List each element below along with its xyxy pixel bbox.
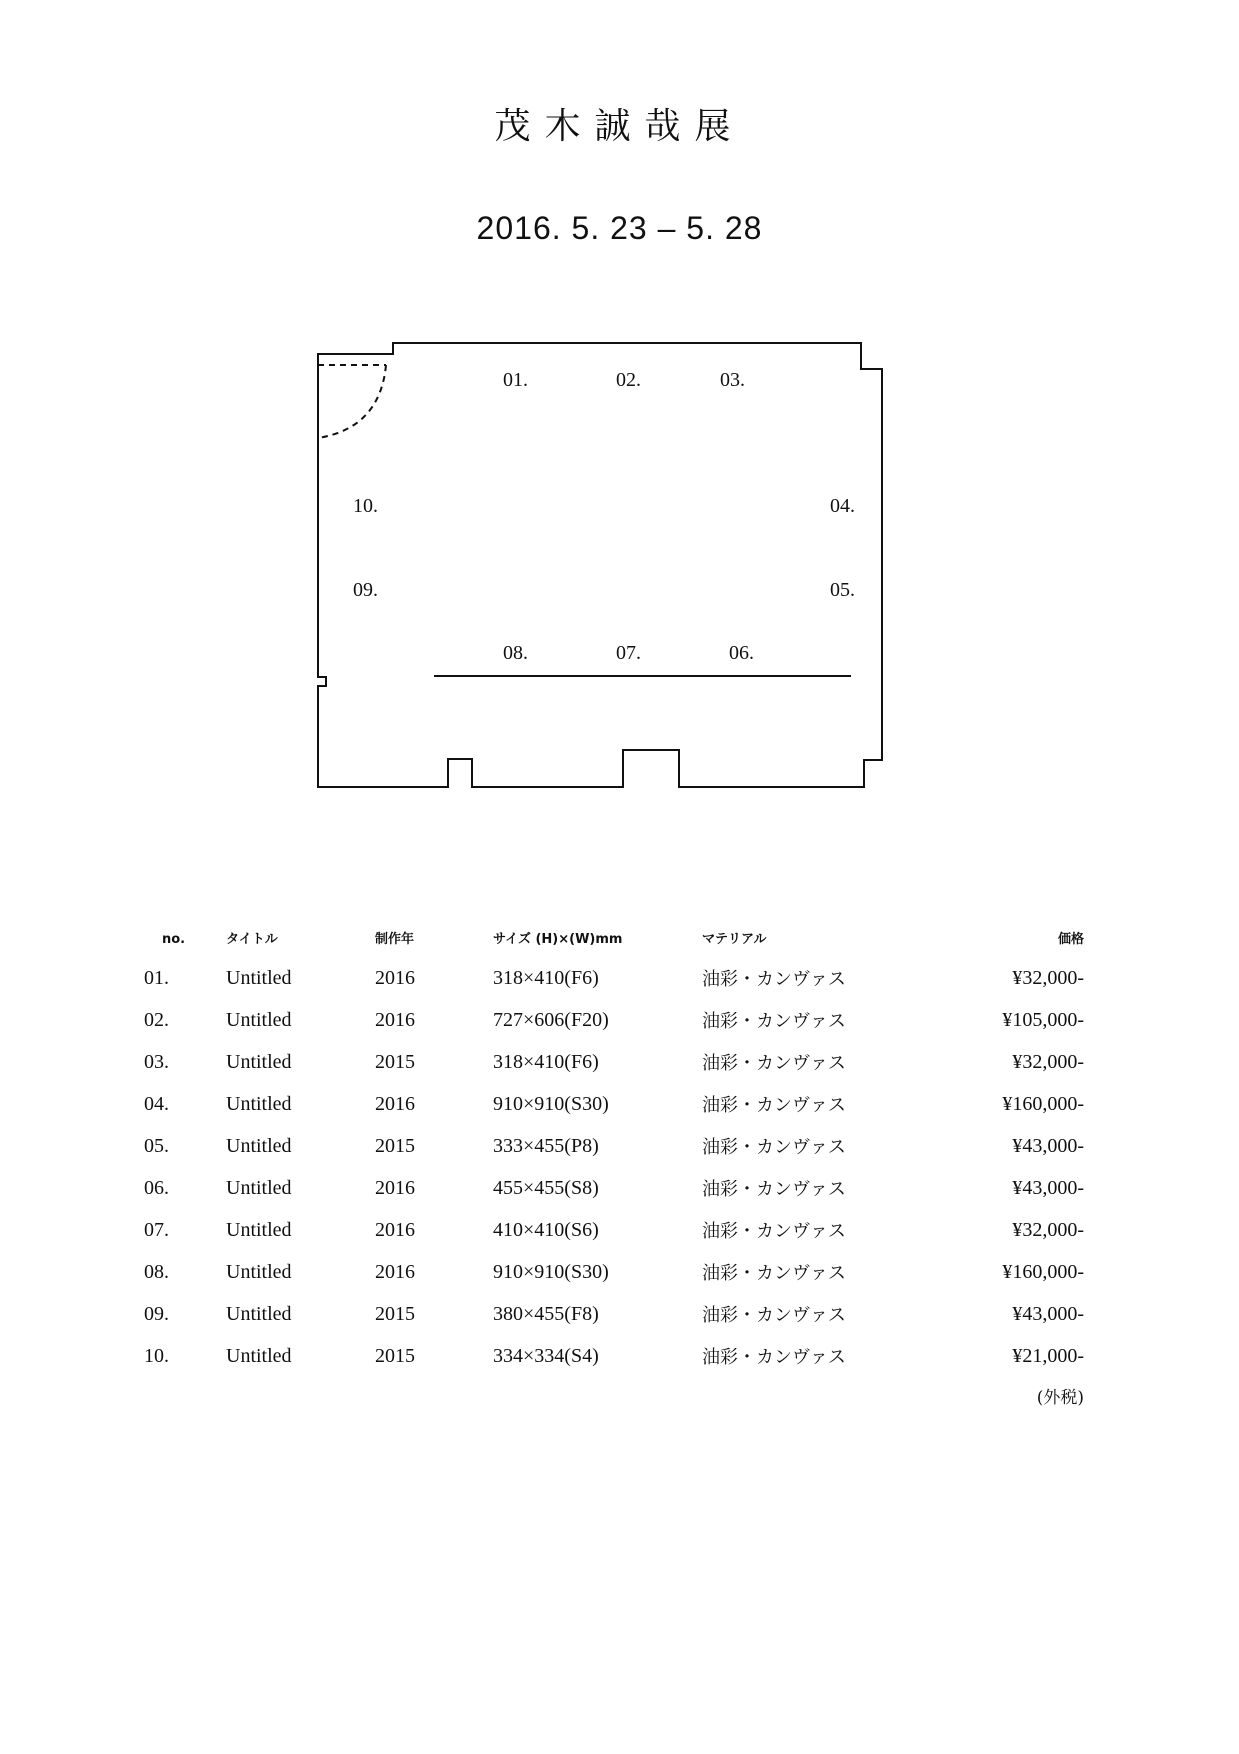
cell-size: 318×410(F6)	[493, 966, 599, 989]
cell-price: ¥43,000-	[1012, 1134, 1084, 1157]
cell-price: ¥160,000-	[1002, 1260, 1084, 1283]
table-row	[144, 1167, 1084, 1209]
cell-size: 910×910(S30)	[493, 1260, 609, 1283]
cell-title: Untitled	[226, 1344, 292, 1367]
cell-size: 410×410(S6)	[493, 1218, 599, 1241]
table-row	[144, 1293, 1084, 1335]
cell-material: 油彩・カンヴァス	[702, 1263, 846, 1284]
cell-no: 01.	[144, 966, 169, 989]
floor-plan	[0, 0, 1239, 800]
cell-price: ¥32,000-	[1012, 1218, 1084, 1241]
cell-no: 09.	[144, 1302, 169, 1325]
plan-label-02: 02.	[616, 369, 641, 391]
cell-price: ¥105,000-	[1002, 1008, 1084, 1031]
col-header-material: マテリアル	[702, 932, 767, 947]
col-header-no: no.	[162, 932, 186, 947]
col-header-price: 価格	[1057, 932, 1084, 947]
plan-label-05: 05.	[830, 579, 855, 601]
cell-price: ¥160,000-	[1002, 1092, 1084, 1115]
cell-material: 油彩・カンヴァス	[702, 1095, 846, 1116]
cell-no: 04.	[144, 1092, 169, 1115]
plan-label-04: 04.	[830, 495, 855, 517]
cell-year: 2015	[375, 1134, 415, 1157]
cell-title: Untitled	[226, 1134, 292, 1157]
table-row	[144, 999, 1084, 1041]
works-table	[144, 925, 1084, 1377]
cell-size: 333×455(P8)	[493, 1134, 599, 1157]
table-row	[144, 1083, 1084, 1125]
cell-size: 455×455(S8)	[493, 1176, 599, 1199]
cell-material: 油彩・カンヴァス	[702, 1179, 846, 1200]
cell-year: 2016	[375, 1176, 415, 1199]
cell-price: ¥32,000-	[1012, 966, 1084, 989]
exhibition-dates: 2016. 5. 23 – 5. 28	[476, 210, 763, 246]
cell-title: Untitled	[226, 1218, 292, 1241]
table-header-row	[144, 925, 1084, 957]
cell-year: 2016	[375, 966, 415, 989]
cell-size: 334×334(S4)	[493, 1344, 599, 1367]
cell-no: 10.	[144, 1344, 169, 1367]
cell-no: 05.	[144, 1134, 169, 1157]
cell-material: 油彩・カンヴァス	[702, 1347, 846, 1368]
tax-note: (外税)	[1036, 1388, 1084, 1408]
col-header-title: タイトル	[226, 932, 278, 947]
cell-size: 380×455(F8)	[493, 1302, 599, 1325]
plan-label-08: 08.	[503, 642, 528, 664]
table-row	[144, 1209, 1084, 1251]
cell-size: 727×606(F20)	[493, 1008, 609, 1031]
cell-title: Untitled	[226, 1176, 292, 1199]
cell-year: 2015	[375, 1344, 415, 1367]
cell-title: Untitled	[226, 1008, 292, 1031]
cell-no: 06.	[144, 1176, 169, 1199]
cell-year: 2016	[375, 1008, 415, 1031]
cell-price: ¥32,000-	[1012, 1050, 1084, 1073]
cell-year: 2015	[375, 1302, 415, 1325]
cell-price: ¥21,000-	[1012, 1344, 1084, 1367]
cell-year: 2016	[375, 1218, 415, 1241]
floor-plan-wall	[318, 343, 882, 787]
door-swing	[318, 365, 386, 438]
cell-title: Untitled	[226, 1050, 292, 1073]
cell-no: 02.	[144, 1008, 169, 1031]
cell-title: Untitled	[226, 1260, 292, 1283]
plan-label-07: 07.	[616, 642, 641, 664]
cell-material: 油彩・カンヴァス	[702, 1137, 846, 1158]
cell-size: 318×410(F6)	[493, 1050, 599, 1073]
cell-material: 油彩・カンヴァス	[702, 969, 846, 990]
plan-label-10: 10.	[353, 495, 378, 517]
plan-label-06: 06.	[729, 642, 754, 664]
plan-label-01: 01.	[503, 369, 528, 391]
table-row	[144, 1335, 1084, 1377]
plan-label-03: 03.	[720, 369, 745, 391]
cell-material: 油彩・カンヴァス	[702, 1011, 846, 1032]
cell-size: 910×910(S30)	[493, 1092, 609, 1115]
cell-title: Untitled	[226, 966, 292, 989]
table-row	[144, 957, 1084, 999]
cell-year: 2015	[375, 1050, 415, 1073]
cell-price: ¥43,000-	[1012, 1302, 1084, 1325]
exhibition-title: 茂木誠哉展	[494, 106, 745, 147]
plan-label-09: 09.	[353, 579, 378, 601]
cell-year: 2016	[375, 1260, 415, 1283]
col-header-year: 制作年	[375, 932, 415, 947]
cell-material: 油彩・カンヴァス	[702, 1305, 846, 1326]
cell-no: 07.	[144, 1218, 169, 1241]
cell-material: 油彩・カンヴァス	[702, 1221, 846, 1242]
table-row	[144, 1125, 1084, 1167]
cell-year: 2016	[375, 1092, 415, 1115]
table-row	[144, 1041, 1084, 1083]
cell-price: ¥43,000-	[1012, 1176, 1084, 1199]
cell-no: 08.	[144, 1260, 169, 1283]
table-row	[144, 1251, 1084, 1293]
cell-title: Untitled	[226, 1092, 292, 1115]
col-header-size: サイズ (H)×(W)mm	[493, 932, 623, 947]
cell-title: Untitled	[226, 1302, 292, 1325]
cell-material: 油彩・カンヴァス	[702, 1053, 846, 1074]
cell-no: 03.	[144, 1050, 169, 1073]
